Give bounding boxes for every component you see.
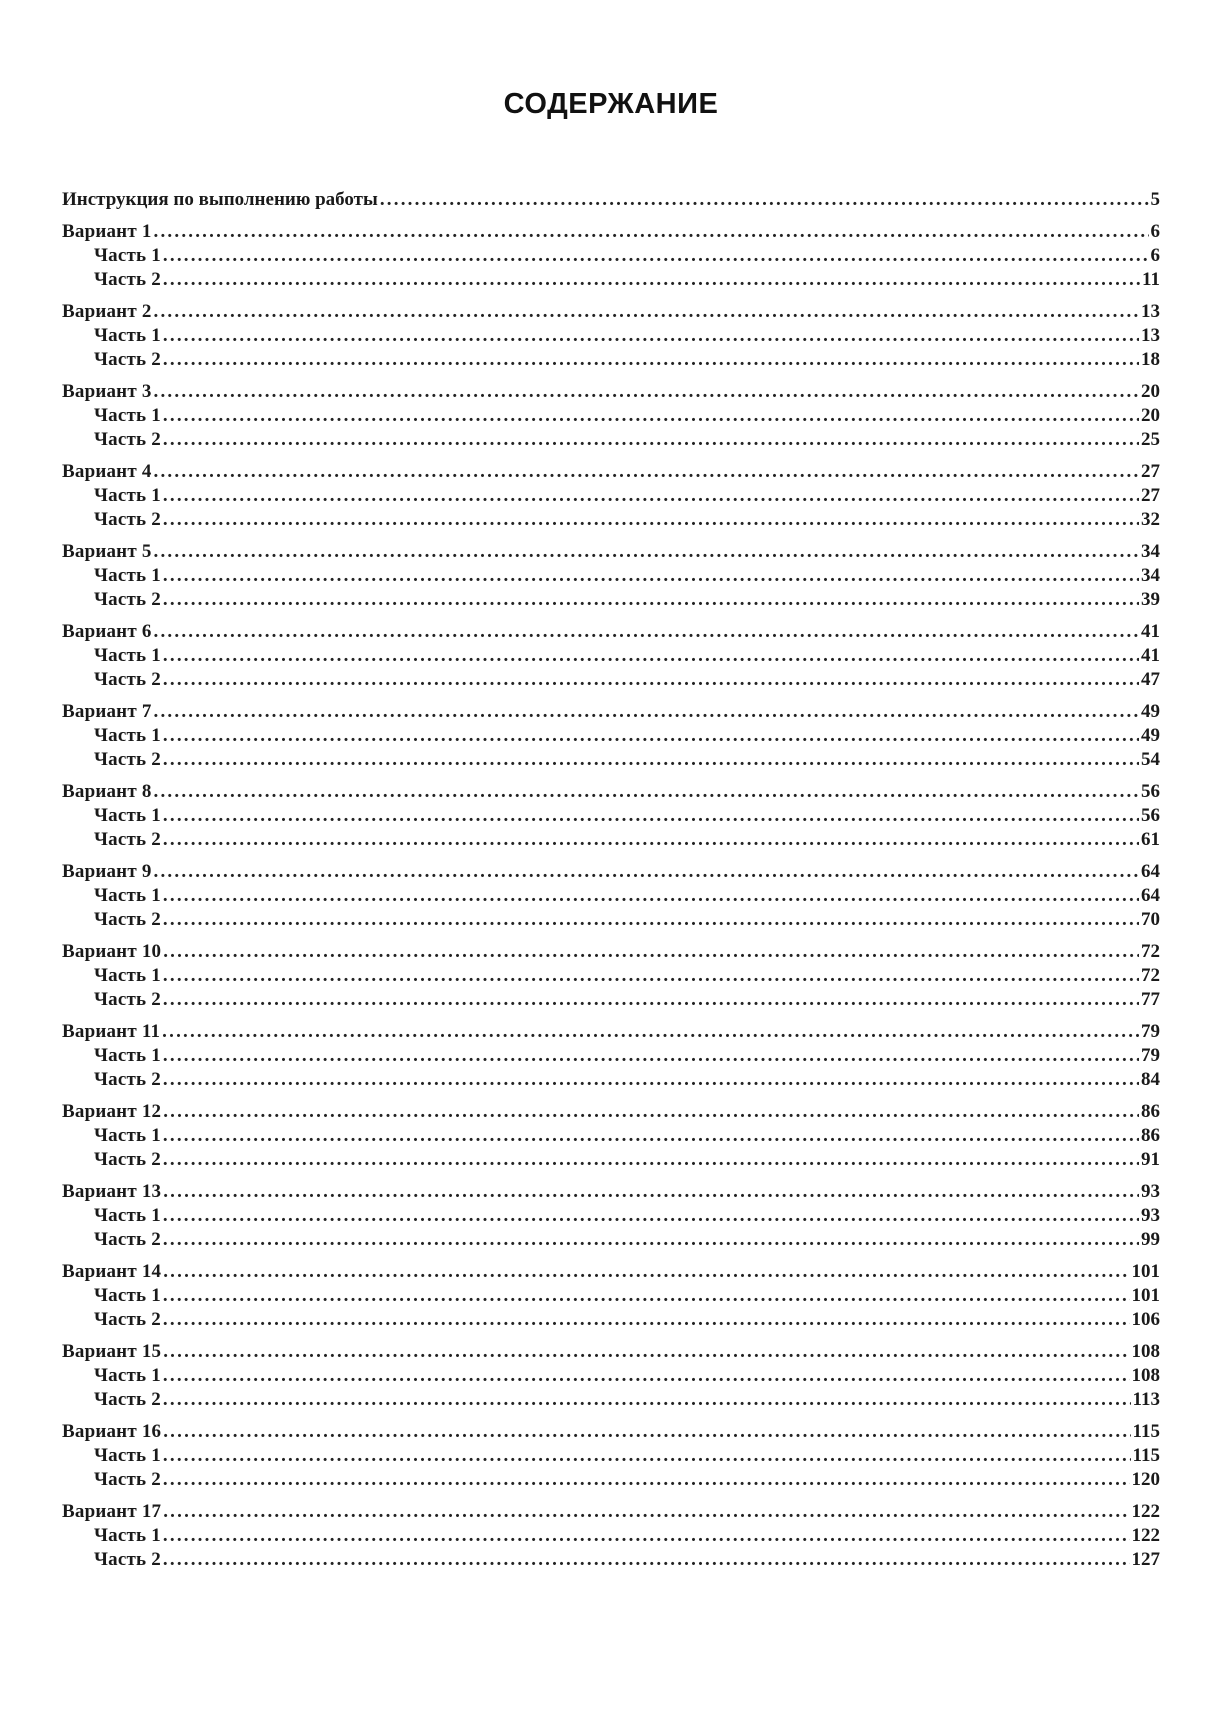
dot-leader — [163, 428, 1139, 452]
toc-entry-label: Часть 1 — [94, 1045, 161, 1066]
toc-entry-label: Вариант 11 — [62, 1021, 161, 1042]
dot-leader — [163, 1388, 1131, 1412]
toc-entry-part — [62, 1444, 1160, 1468]
toc-page-number: 115 — [1132, 1421, 1160, 1442]
variant-list — [62, 220, 1160, 1572]
toc-entry-variant — [62, 940, 1160, 964]
dot-leader — [163, 1548, 1130, 1572]
toc-entry-variant — [62, 220, 1160, 244]
dot-leader — [380, 188, 1149, 212]
toc-page-number: 34 — [1141, 565, 1160, 586]
toc-entry-label: Часть 2 — [94, 269, 161, 290]
toc-entry-label: Часть 1 — [94, 1205, 161, 1226]
toc-entry-part — [62, 1364, 1160, 1388]
toc-entry-variant — [62, 460, 1160, 484]
toc-entry-part — [62, 324, 1160, 348]
dot-leader — [163, 1284, 1130, 1308]
toc-page-number: 93 — [1141, 1181, 1160, 1202]
dot-leader — [163, 564, 1139, 588]
toc-page-number: 106 — [1131, 1309, 1160, 1330]
toc-entry-label: Часть 2 — [94, 1149, 161, 1170]
dot-leader — [163, 1444, 1131, 1468]
toc-entry-part — [62, 1148, 1160, 1172]
dot-leader — [154, 220, 1149, 244]
toc-page-number: 127 — [1131, 1549, 1160, 1570]
toc-entry-label: Часть 2 — [94, 1309, 161, 1330]
toc-page-number: 20 — [1141, 405, 1160, 426]
toc-page-number: 99 — [1141, 1229, 1160, 1250]
toc-page-number: 34 — [1141, 541, 1160, 562]
toc-page-number: 56 — [1141, 781, 1160, 802]
dot-leader — [163, 908, 1139, 932]
toc-entry-label: Часть 1 — [94, 885, 161, 906]
toc-page-number: 86 — [1141, 1101, 1160, 1122]
toc-entry-label: Часть 2 — [94, 1469, 161, 1490]
dot-leader — [163, 1308, 1130, 1332]
dot-leader — [163, 884, 1139, 908]
toc-entry-part — [62, 268, 1160, 292]
toc-page-number: 61 — [1141, 829, 1160, 850]
dot-leader — [162, 1020, 1139, 1044]
toc-entry-part — [62, 1228, 1160, 1252]
toc-page-number: 64 — [1141, 861, 1160, 882]
toc-entry-label: Вариант 17 — [62, 1501, 162, 1522]
toc-entry-label: Вариант 9 — [62, 861, 152, 882]
toc-page-number: 115 — [1132, 1445, 1160, 1466]
toc-page-number: 54 — [1141, 749, 1160, 770]
toc-entry-label: Часть 1 — [94, 1525, 161, 1546]
toc-entry-part — [62, 1124, 1160, 1148]
toc-entry-variant — [62, 1340, 1160, 1364]
toc-entry-label: Вариант 2 — [62, 301, 152, 322]
toc-entry-part — [62, 908, 1160, 932]
toc-page-number: 113 — [1132, 1389, 1160, 1410]
dot-leader — [163, 964, 1139, 988]
toc-page-number: 49 — [1141, 701, 1160, 722]
toc-entry-label: Часть 1 — [94, 1445, 161, 1466]
toc-entry-part — [62, 1548, 1160, 1572]
toc-page-number: 41 — [1141, 621, 1160, 642]
dot-leader — [163, 1044, 1139, 1068]
dot-leader — [163, 988, 1139, 1012]
toc-page-number: 47 — [1141, 669, 1160, 690]
toc-entry-variant — [62, 860, 1160, 884]
toc-entry-label: Вариант 5 — [62, 541, 152, 562]
toc-entry-label: Часть 1 — [94, 565, 161, 586]
toc-entry-variant — [62, 1260, 1160, 1284]
toc-page-number: 5 — [1150, 189, 1160, 210]
toc-entry-label: Часть 1 — [94, 1285, 161, 1306]
dot-leader — [163, 508, 1139, 532]
toc-entry-part — [62, 508, 1160, 532]
toc-entry-part — [62, 748, 1160, 772]
toc-entry-part — [62, 1044, 1160, 1068]
toc-page-number: 64 — [1141, 885, 1160, 906]
toc-entry-variant — [62, 780, 1160, 804]
toc-page-number: 56 — [1141, 805, 1160, 826]
toc-entry-variant — [62, 1020, 1160, 1044]
toc-entry-part — [62, 964, 1160, 988]
toc-entry-part — [62, 564, 1160, 588]
toc-entry-label: Вариант 14 — [62, 1261, 162, 1282]
toc-entry-label: Вариант 16 — [62, 1421, 162, 1442]
dot-leader — [163, 724, 1139, 748]
dot-leader — [163, 244, 1149, 268]
toc-entry-label: Часть 1 — [94, 645, 161, 666]
toc-page-number: 11 — [1142, 269, 1160, 290]
table-of-contents — [62, 188, 1160, 1572]
toc-entry-variant — [62, 1180, 1160, 1204]
toc-entry-part — [62, 804, 1160, 828]
dot-leader — [163, 1180, 1139, 1204]
toc-entry-instructions — [62, 188, 1160, 212]
dot-leader — [154, 460, 1139, 484]
toc-entry-part — [62, 404, 1160, 428]
toc-page-number: 120 — [1131, 1469, 1160, 1490]
toc-page-number: 13 — [1141, 301, 1160, 322]
toc-page-number: 70 — [1141, 909, 1160, 930]
toc-entry-label: Часть 1 — [94, 405, 161, 426]
toc-entry-variant — [62, 1420, 1160, 1444]
toc-page-number: 25 — [1141, 429, 1160, 450]
toc-entry-part — [62, 1068, 1160, 1092]
toc-page-number: 79 — [1141, 1045, 1160, 1066]
toc-entry-label: Вариант 12 — [62, 1101, 162, 1122]
dot-leader — [154, 700, 1139, 724]
dot-leader — [163, 1100, 1139, 1124]
toc-page-number: 108 — [1131, 1341, 1160, 1362]
dot-leader — [163, 748, 1139, 772]
dot-leader — [163, 1468, 1130, 1492]
toc-entry-part — [62, 484, 1160, 508]
toc-entry-label: Часть 2 — [94, 989, 161, 1010]
toc-page-number: 13 — [1141, 325, 1160, 346]
dot-leader — [163, 1228, 1139, 1252]
dot-leader — [163, 1420, 1130, 1444]
toc-entry-label: Инструкция по выполнению работы — [62, 189, 378, 210]
toc-entry-label: Часть 2 — [94, 1549, 161, 1570]
toc-entry-label: Часть 2 — [94, 429, 161, 450]
toc-entry-label: Вариант 13 — [62, 1181, 162, 1202]
toc-entry-part — [62, 644, 1160, 668]
toc-entry-label: Часть 2 — [94, 749, 161, 770]
dot-leader — [163, 828, 1139, 852]
toc-entry-variant — [62, 1100, 1160, 1124]
toc-entry-part — [62, 988, 1160, 1012]
toc-entry-label: Вариант 3 — [62, 381, 152, 402]
dot-leader — [163, 1524, 1130, 1548]
toc-entry-variant — [62, 300, 1160, 324]
toc-entry-label: Часть 1 — [94, 1125, 161, 1146]
dot-leader — [163, 1204, 1139, 1228]
toc-page-number: 101 — [1131, 1285, 1160, 1306]
toc-entry-label: Часть 1 — [94, 325, 161, 346]
toc-entry-part — [62, 1524, 1160, 1548]
dot-leader — [163, 644, 1139, 668]
toc-entry-part — [62, 1284, 1160, 1308]
dot-leader — [154, 620, 1139, 644]
toc-entry-label: Вариант 10 — [62, 941, 162, 962]
dot-leader — [163, 804, 1139, 828]
toc-entry-label: Часть 1 — [94, 965, 161, 986]
toc-entry-label: Вариант 15 — [62, 1341, 162, 1362]
dot-leader — [163, 1500, 1129, 1524]
dot-leader — [163, 940, 1139, 964]
toc-entry-variant — [62, 1500, 1160, 1524]
dot-leader — [163, 324, 1139, 348]
page-title: СОДЕРЖАНИЕ — [503, 88, 719, 120]
toc-entry-label: Часть 2 — [94, 669, 161, 690]
toc-entry-part — [62, 884, 1160, 908]
dot-leader — [163, 588, 1139, 612]
toc-page-number: 108 — [1131, 1365, 1160, 1386]
dot-leader — [163, 348, 1139, 372]
toc-entry-part — [62, 244, 1160, 268]
toc-page-number: 72 — [1141, 965, 1160, 986]
toc-entry-label: Часть 2 — [94, 509, 161, 530]
toc-entry-part — [62, 828, 1160, 852]
toc-entry-label: Вариант 6 — [62, 621, 152, 642]
toc-page-number: 122 — [1131, 1501, 1160, 1522]
dot-leader — [163, 1068, 1139, 1092]
toc-page-number: 77 — [1141, 989, 1160, 1010]
toc-entry-label: Часть 1 — [94, 725, 161, 746]
toc-entry-part — [62, 1308, 1160, 1332]
toc-entry-label: Часть 2 — [94, 349, 161, 370]
dot-leader — [163, 484, 1139, 508]
toc-page-number: 122 — [1131, 1525, 1160, 1546]
toc-page-number: 18 — [1141, 349, 1160, 370]
dot-leader — [163, 1364, 1130, 1388]
toc-entry-label: Вариант 1 — [62, 221, 152, 242]
dot-leader — [154, 380, 1139, 404]
toc-page-number: 93 — [1141, 1205, 1160, 1226]
toc-entry-label: Часть 2 — [94, 589, 161, 610]
toc-entry-label: Часть 1 — [94, 485, 161, 506]
dot-leader — [163, 1260, 1129, 1284]
toc-entry-variant — [62, 540, 1160, 564]
toc-page-number: 72 — [1141, 941, 1160, 962]
toc-entry-label: Часть 1 — [94, 245, 161, 266]
dot-leader — [163, 668, 1139, 692]
toc-entry-label: Часть 2 — [94, 1229, 161, 1250]
dot-leader — [163, 1124, 1139, 1148]
toc-page-number: 27 — [1141, 485, 1160, 506]
toc-entry-variant — [62, 380, 1160, 404]
dot-leader — [163, 268, 1140, 292]
toc-entry-part — [62, 668, 1160, 692]
toc-entry-variant — [62, 700, 1160, 724]
dot-leader — [163, 1340, 1129, 1364]
toc-page-number: 49 — [1141, 725, 1160, 746]
toc-page-number: 39 — [1141, 589, 1160, 610]
toc-entry-label: Часть 2 — [94, 1389, 161, 1410]
toc-entry-part — [62, 1388, 1160, 1412]
toc-entry-label: Часть 2 — [94, 829, 161, 850]
toc-entry-label: Часть 2 — [94, 1069, 161, 1090]
dot-leader — [154, 860, 1139, 884]
toc-entry-label: Вариант 4 — [62, 461, 152, 482]
toc-entry-part — [62, 1468, 1160, 1492]
toc-entry-part — [62, 588, 1160, 612]
toc-entry-part — [62, 1204, 1160, 1228]
toc-page-number: 20 — [1141, 381, 1160, 402]
dot-leader — [154, 540, 1139, 564]
toc-entry-label: Часть 1 — [94, 805, 161, 826]
toc-entry-label: Вариант 7 — [62, 701, 152, 722]
toc-entry-part — [62, 428, 1160, 452]
toc-entry-variant — [62, 620, 1160, 644]
toc-page-number: 84 — [1141, 1069, 1160, 1090]
toc-page-number: 101 — [1131, 1261, 1160, 1282]
toc-page-number: 79 — [1141, 1021, 1160, 1042]
toc-entry-label: Часть 1 — [94, 1365, 161, 1386]
dot-leader — [163, 404, 1139, 428]
dot-leader — [154, 780, 1139, 804]
toc-page-number: 91 — [1141, 1149, 1160, 1170]
dot-leader — [154, 300, 1139, 324]
toc-page-number: 86 — [1141, 1125, 1160, 1146]
toc-entry-label: Часть 2 — [94, 909, 161, 930]
toc-entry-part — [62, 724, 1160, 748]
toc-page-number: 27 — [1141, 461, 1160, 482]
toc-entry-part — [62, 348, 1160, 372]
toc-page-number: 6 — [1150, 221, 1160, 242]
toc-entry-label: Вариант 8 — [62, 781, 152, 802]
toc-page-number: 6 — [1150, 245, 1160, 266]
toc-page-number: 32 — [1141, 509, 1160, 530]
dot-leader — [163, 1148, 1139, 1172]
toc-page-number: 41 — [1141, 645, 1160, 666]
